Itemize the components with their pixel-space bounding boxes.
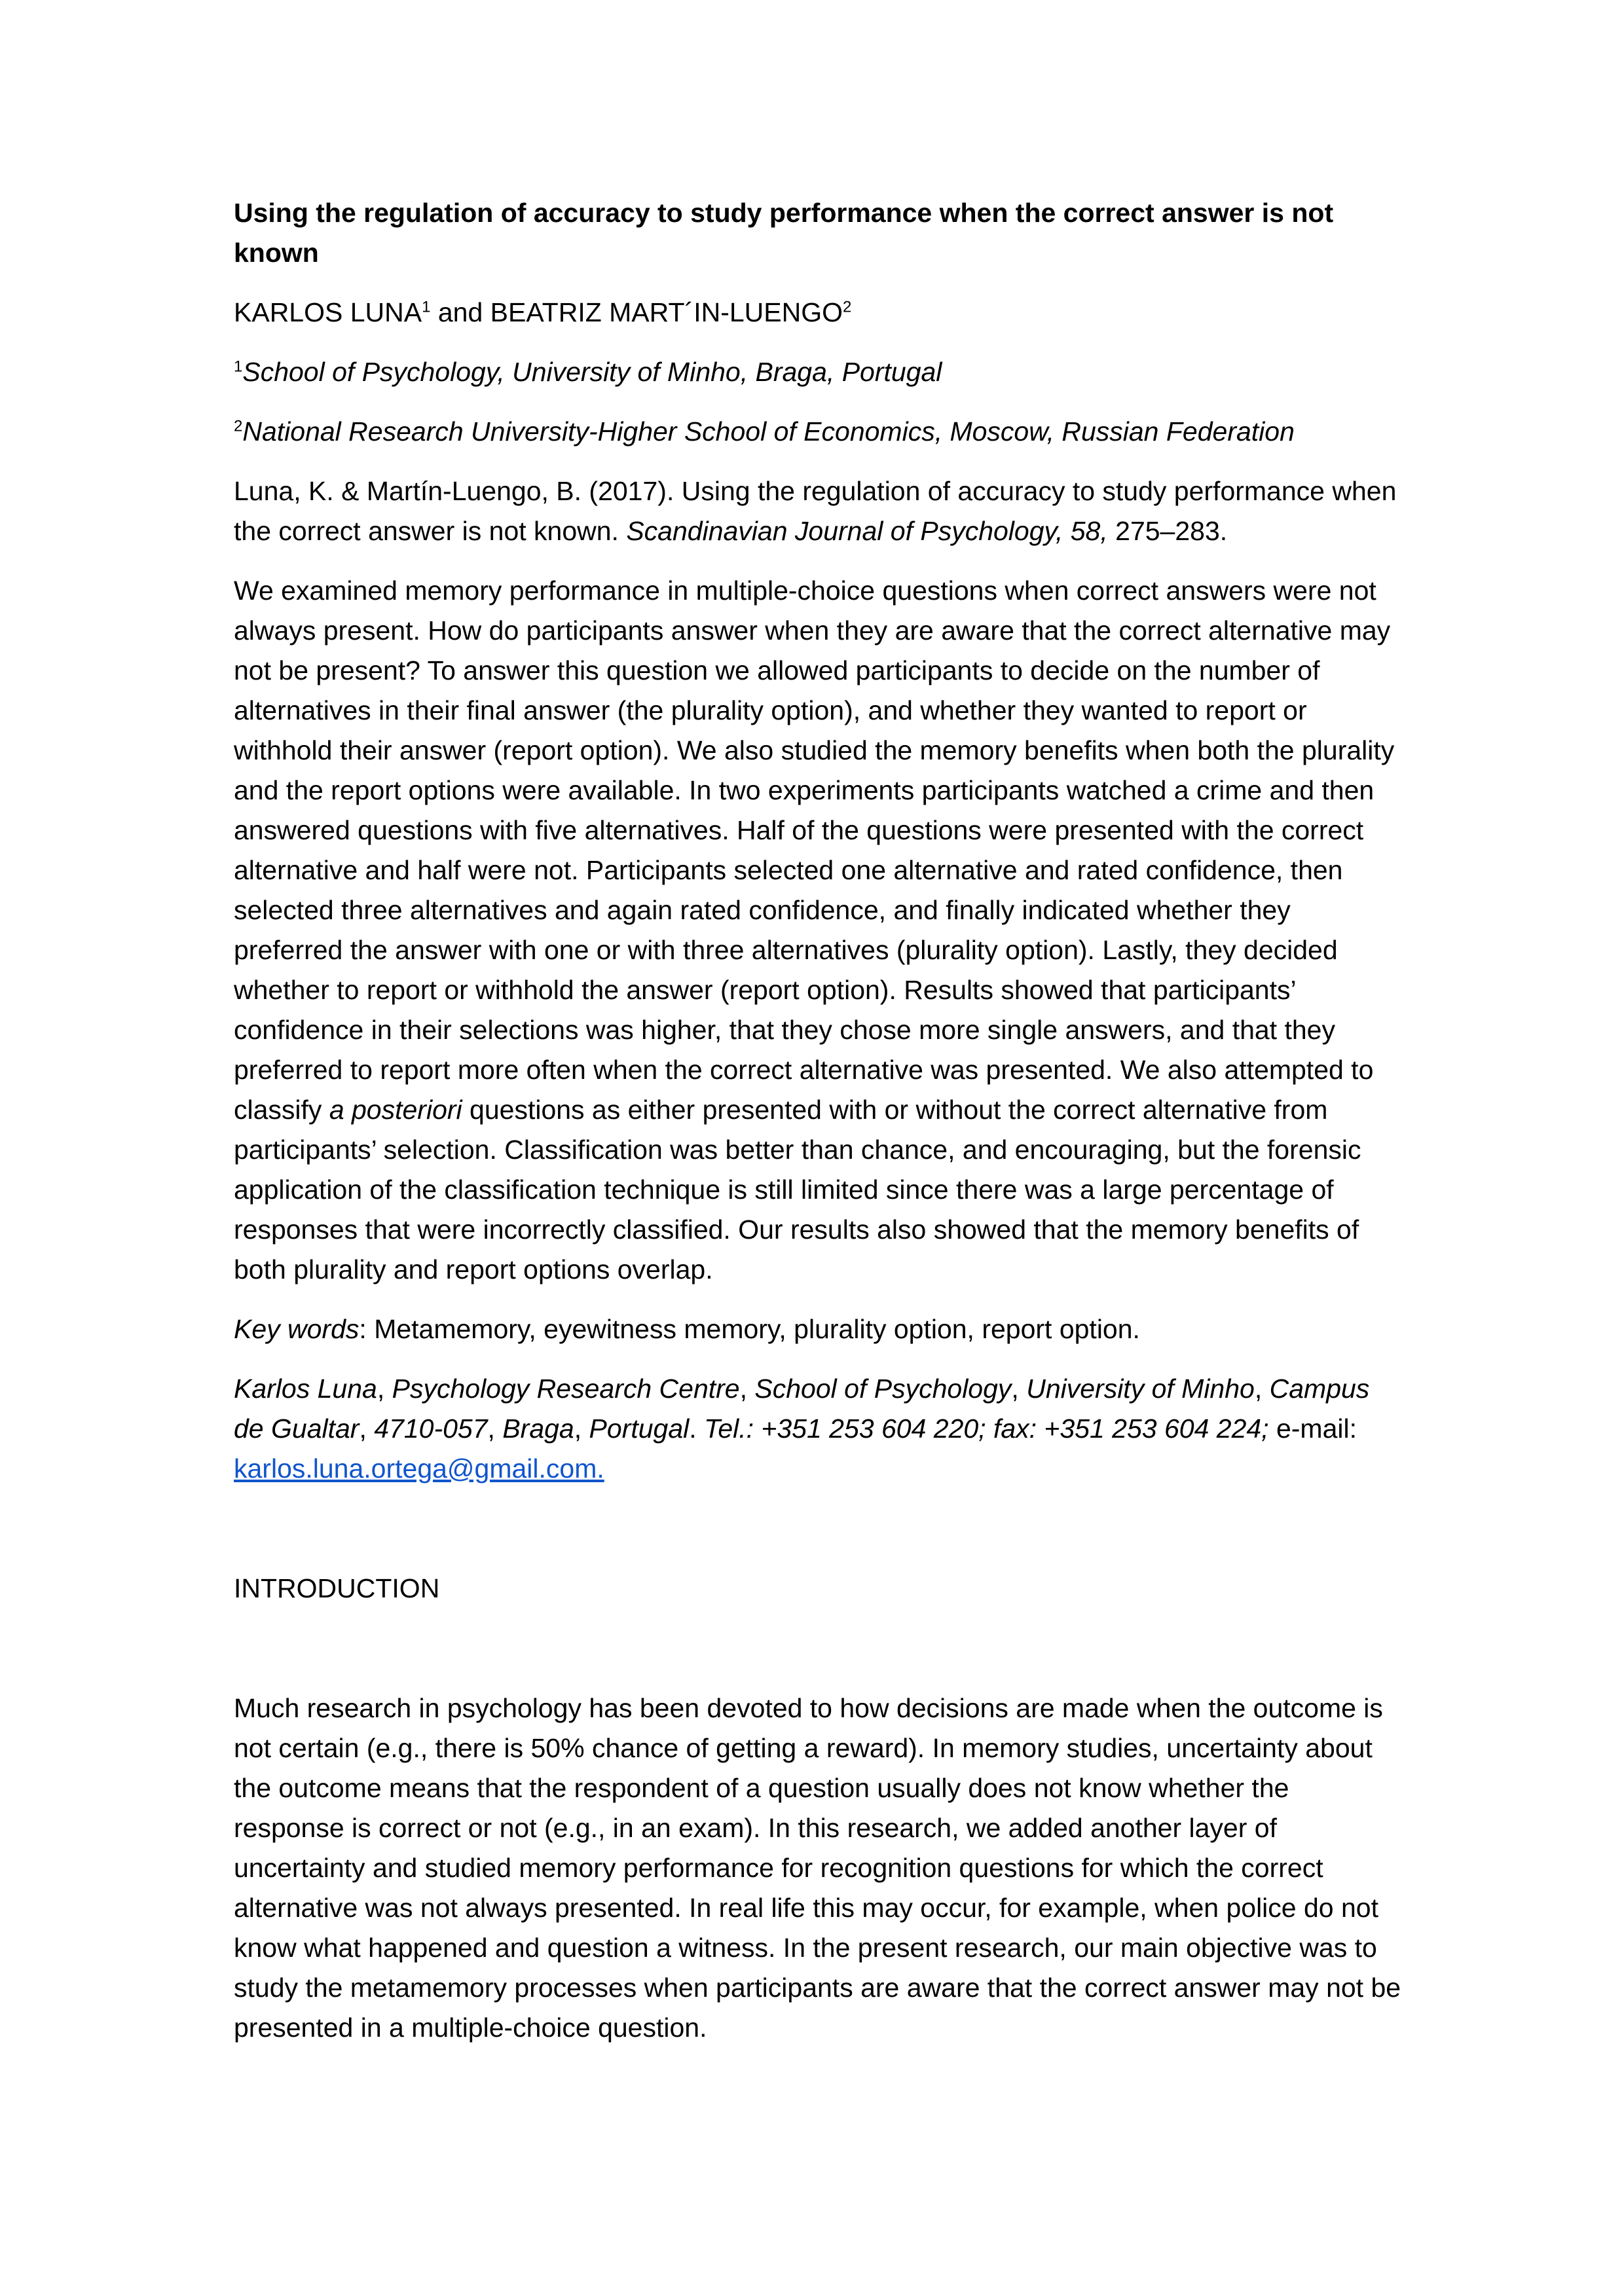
contact-info <box>234 1369 1406 1489</box>
author-1-name: KARLOS LUNA <box>234 297 422 327</box>
citation-pages: 275–283. <box>1107 516 1228 546</box>
affiliation-2 <box>234 412 1406 452</box>
contact-separator: , <box>359 1413 375 1444</box>
keywords-text: : Metamemory, eyewitness memory, plurality option, report option. <box>359 1314 1140 1344</box>
keywords-label: Key words <box>234 1314 360 1344</box>
affiliation-1 <box>234 352 1406 392</box>
abstract-part-1: We examined memory performance in multiple-choice questions when correct answers were not always present. How do participants answer when they are aware that the correct alternative may not be present? To answer this question we allowed participants to decide on the number of alternatives in their final answer (the plurality option), and whether they wanted to report or withhold their answer (report option). We also studied the memory benefits when both the plurality and the report options were available. In two experiments participants watched a crime and then answered questions with five alternatives. Half of the questions were presented with the correct alternative and half were not. Participants selected one alternative and rated confidence, then selected three alternatives and again rated confidence, and finally indicated whether they preferred the answer with one or with three alternatives (plurality option). Lastly, they decided whether to report or withhold the answer (report option). Results showed that participants’ confidence in their selections was higher, that they chose more single answers, and that they preferred to report more often when the correct alternative was presented. We also attempted to classify <box>234 575 1395 1125</box>
contact-separator: , <box>1254 1374 1270 1404</box>
affiliation-1-text: School of Psychology, University of Minho, Braga, Portugal <box>242 357 942 387</box>
contact-country: Portugal <box>589 1413 690 1444</box>
affiliation-2-text: National Research University-Higher School of Economics, Moscow, Russian Federation <box>242 416 1295 446</box>
contact-separator: , <box>1011 1374 1027 1404</box>
contact-campus: Campus de Gualtar <box>234 1374 1370 1444</box>
paper-page <box>234 193 1406 2048</box>
contact-city: Braga <box>502 1413 574 1444</box>
contact-university: University of Minho <box>1026 1374 1255 1404</box>
contact-separator: , <box>377 1374 392 1404</box>
abstract-italic-term: a posteriori <box>329 1095 462 1125</box>
introduction-heading: INTRODUCTION <box>234 1573 440 1603</box>
contact-separator: , <box>739 1374 755 1404</box>
contact-school: School of Psychology <box>754 1374 1012 1404</box>
author-1-affiliation-mark: 1 <box>422 298 431 316</box>
contact-email-link[interactable]: karlos.luna.ortega@gmail.com. <box>234 1453 604 1484</box>
author-connector: and <box>430 297 490 327</box>
abstract <box>234 571 1406 1290</box>
author-2-affiliation-mark: 2 <box>843 298 852 316</box>
citation-journal: Scandinavian Journal of Psychology, 58, <box>626 516 1108 546</box>
contact-email-label: e-mail: <box>1268 1413 1357 1444</box>
introduction-body: Much research in psychology has been devoted to how decisions are made when the outcome is not certain (e.g., there is 50% chance of getting a reward). In memory studies, uncertainty about the outcome means that the respondent of a question usually does not know whether the response is correct or not (e.g., in an exam). In this research, we added another layer of uncertainty and studied memory performance for recognition questions for which the correct alternative was not always presented. In real life this may occur, for example, when police do not know what happened and question a witness. In the present research, our main objective was to study the metamemory processes when participants are aware that the correct answer may not be presented in a multiple-choice question. <box>234 1693 1401 2043</box>
contact-separator: . <box>689 1413 705 1444</box>
paper-title: Using the regulation of accuracy to study performance when the correct answer is not known <box>234 198 1334 268</box>
contact-name: Karlos Luna <box>234 1374 377 1404</box>
citation-prefix: Luna, K. & Martín-Luengo, B. (2017). Using the regulation of accuracy to study performance when the correct answer is not known. <box>234 476 1397 546</box>
affiliation-2-mark: 2 <box>234 417 243 435</box>
author-2-name: BEATRIZ MART´IN-LUENGO <box>490 297 843 327</box>
abstract-part-2: questions as either presented with or without the correct alternative from participants’ selection. Classification was better than chance, and encouraging, but the forensic application of the classification technique is still limited since there was a large percentage of responses that were incorrectly classified. Our results also showed that the memory benefits of both plurality and report options overlap. <box>234 1095 1361 1285</box>
contact-phone: Tel.: +351 253 604 220; fax: +351 253 604 224; <box>704 1413 1269 1444</box>
keywords <box>234 1309 1406 1349</box>
contact-separator: , <box>487 1413 503 1444</box>
contact-centre: Psychology Research Centre <box>392 1374 740 1404</box>
contact-separator: , <box>574 1413 589 1444</box>
affiliation-1-mark: 1 <box>234 357 243 376</box>
citation <box>234 471 1406 551</box>
contact-postcode: 4710-057 <box>374 1413 488 1444</box>
author-line <box>234 293 1406 333</box>
